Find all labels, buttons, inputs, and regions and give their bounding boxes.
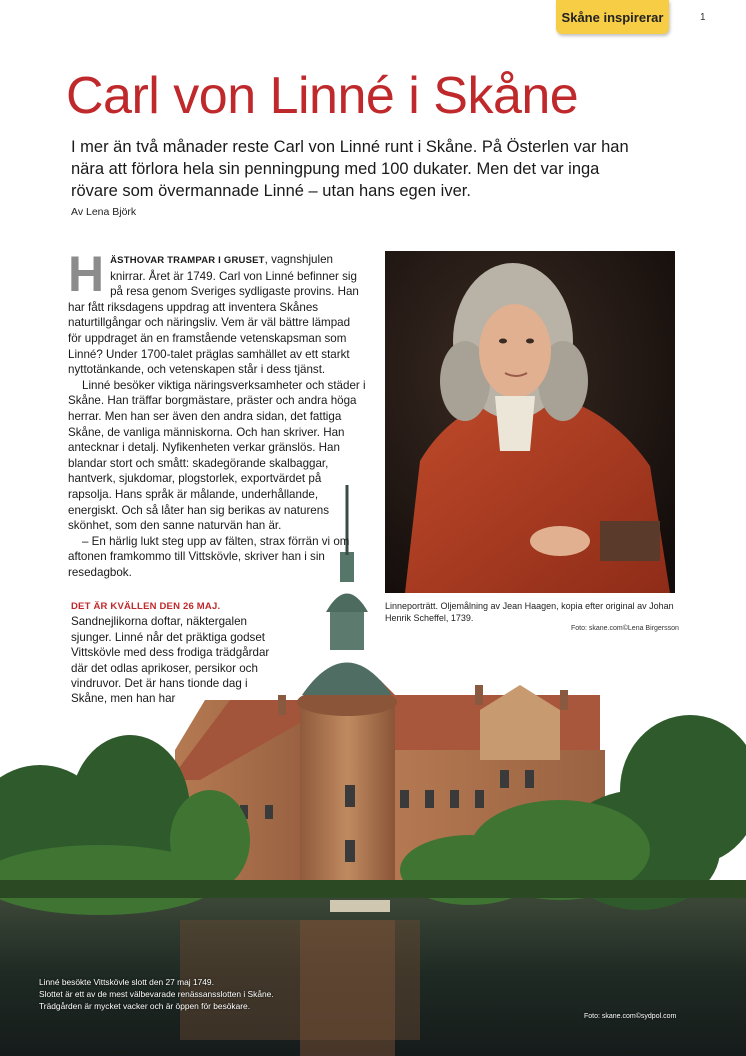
drop-cap: H xyxy=(68,246,105,302)
portrait-photo xyxy=(385,251,675,593)
portrait-credit: Foto: skane.com©Lena Birgersson xyxy=(571,625,679,632)
byline: Av Lena Björk xyxy=(71,206,137,218)
castle-caption-line: Slottet är ett av de mest välbevarade renässansslotten i Skåne. xyxy=(39,989,274,999)
castle-caption xyxy=(39,976,339,1012)
page-number: 1 xyxy=(700,12,706,23)
portrait-caption: Linneporträtt. Oljemålning av Jean Haagen, kopia efter original av Johan Henrik Scheffel, 1739. xyxy=(385,601,674,623)
castle-caption-line: Trädgården är mycket vacker och är öppen för besökare. xyxy=(39,1001,251,1011)
paragraph-2: Linné besöker viktiga näringsverksamheter och städer i Skåne. Han träffar borgmästare, präster och andra höga herrar. Men han ser även den andra sidan, det fattiga Skåne, de vanliga människorna. Och han skriver. Han antecknar i detalj. Nyfikenheten verkar gränslös. Han blandar stort och smått: skadegörande skalbaggar, hantverk, sjukdomar, plogstorlek, exportvärdet på rapsolja. Hans språk är målande, underhållande, energiskt. Och så låter han sig berikas av naturens skönhet, som den sanne naturvän han är. xyxy=(68,378,366,533)
castle-credit: Foto: skane.com©sydpol.com xyxy=(584,1013,677,1020)
article-title: Carl von Linné i Skåne xyxy=(66,67,579,125)
paragraph-1 xyxy=(68,246,366,378)
article-body-continued xyxy=(71,598,286,707)
castle-caption-line: Linné besökte Vittskövle slott den 27 maj 1749. xyxy=(39,977,214,987)
paragraph-4 xyxy=(71,598,286,707)
paragraph-1-text: , vagnshjulen knirrar. Året är 1749. Carl von Linné befinner sig på resa genom Sveriges sydligaste provins. Han har fått riksdagens uppdrag att inventera Skånes naturtillgångar och näringsliv. Vem är väl bättre lämpad för uppdraget än en framstående vetenskapsman som Linné? Under 1700-talet präglas samhället av ett starkt nyttotänkande, och vetenskapen står i dess tjänst. xyxy=(68,253,359,377)
lead-caps: ÄSTHOVAR TRAMPAR I GRUSET xyxy=(110,255,265,266)
article-ingress: I mer än två månader reste Carl von Linné runt i Skåne. På Österlen var han nära att förlora hela sin penningpung med 100 dukater. Men det var inga rövare som övermannade Linné – utan hans egen iver. xyxy=(71,138,629,200)
paragraph-4-text: Sandnejlikorna doftar, näktergalen sjunger. Linné når det präktiga godset Vittskövle med dess frodiga trädgårdar där det odlas aprikoser, persikor och vindruvor. Det är hans tionde dag i Skåne, men han har xyxy=(71,615,270,706)
article-body-column xyxy=(68,246,366,580)
red-lead-in: DET ÄR KVÄLLEN DEN 26 MAJ. xyxy=(71,601,221,612)
section-tab: Skåne inspirerar xyxy=(556,0,669,34)
paragraph-3: – En härlig lukt steg upp av fälten, strax förrän vi om aftonen framkommo till Vittskövle, skriver han i sin resedagbok. xyxy=(68,534,350,579)
